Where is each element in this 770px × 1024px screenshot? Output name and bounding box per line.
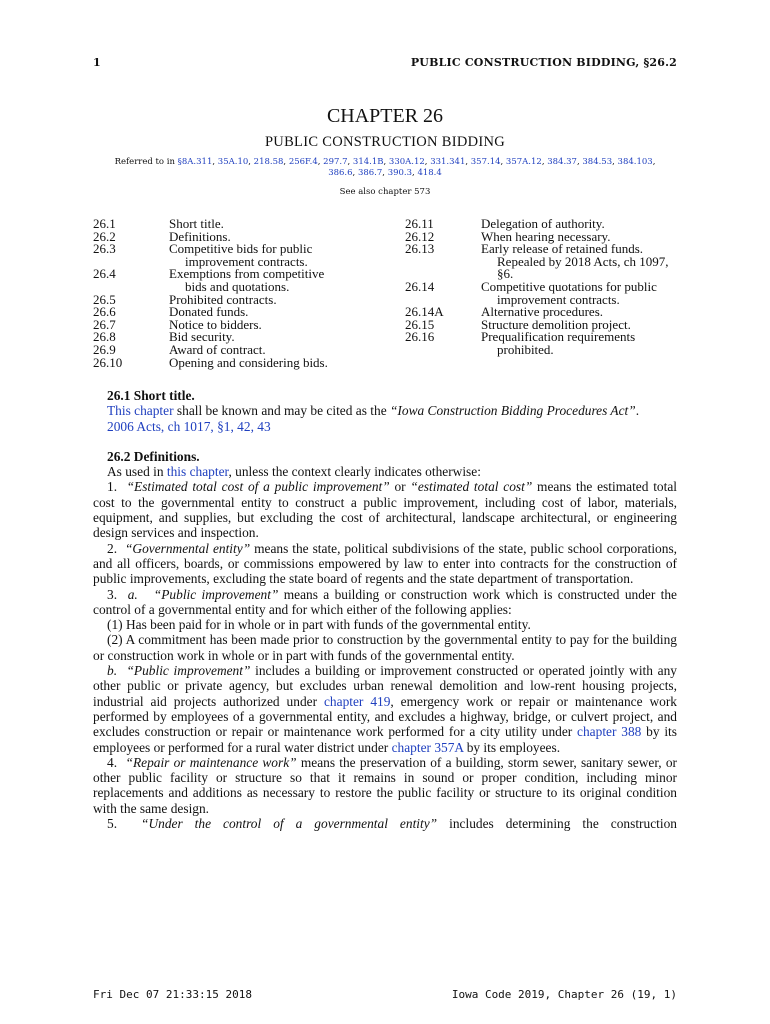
referred-link[interactable]: 390.3 [387,168,413,178]
toc-section-title: Bid security. [169,329,235,345]
this-chapter-link-2[interactable]: this chapter [166,464,229,480]
referred-link[interactable]: 297.7 [323,157,348,167]
toc-section-title: Award of contract. [169,341,266,357]
toc-section-number: 26.14 [405,278,435,294]
referred-link[interactable]: 386.6 [328,168,353,178]
section-26-1-text: This chapter shall be known and may be cited as the “Iowa Construction Bidding Procedures Act”. [107,403,640,419]
referred-links: §8A.311, 35A.10, 218.58, 256F.4, 297.7, 314.1B, 330A.12, 331.341, 357.14, 357A.12, 384.37, 384.53, 384.103, 386.6, 386.7, 390.3, 418.4 [177,157,656,178]
toc-section-title: Alternative procedures. [481,304,604,320]
definition-3a: 3. a. “Public improvement” means a building or construction work which is constructed under the control of a governmental entity and for which either of the following applies: [93,586,678,617]
referred-prefix: Referred to in [114,157,178,167]
toc-section-title: Short title. [169,216,224,231]
chapter-body [93,388,677,831]
history-link-26-1[interactable]: 2006 Acts, ch 1017, §1, 42, 43 [107,418,271,434]
toc-section-title: Structure demolition project. [481,316,631,332]
definition-2: 2. “Governmental entity” means the state, political subdivisions of the state, public school corporations, and all officers, boards, or commissions empowered by law to enter into contracts for the construction of public improvements, excluding the state board of regents and the state department of transportation. [93,540,677,587]
toc-section-title: Competitive quotations for public [481,278,657,294]
definition-3b: b. “Public improvement” includes a building or improvement constructed or operated jointly with any other public or private agency, but excludes urban renewal demolition and low-rent housing projects, industrial aid projects authorized under chapter 419, emergency work or repair or maintenance work performed by employees of a governmental entity, and excludes a highway, bridge, or culvert project, and excludes construction or repair or maintenance work performed for a city utility under chapter 388 by its employees or performed for a rural water district under chapter 357A by its employees. [93,663,677,755]
toc-right-column [405,218,685,357]
definitions-intro: As used in this chapter, unless the context clearly indicates otherwise: [107,464,481,480]
referred-link[interactable]: 386.7 [357,168,383,178]
toc-section-title: Donated funds. [169,304,249,320]
definition-5: 5. “Under the control of a governmental entity” includes determining the construction [107,816,677,832]
toc-section-number: 26.10 [93,354,123,370]
toc-section-title: Competitive bids for public [169,241,313,257]
toc-section-title-cont: prohibited. [497,341,554,357]
chapter-title: CHAPTER 26 [326,105,444,127]
toc-section-title: Opening and considering bids. [169,354,328,370]
page-number: 1 [93,56,101,69]
toc-section-number: 26.7 [93,316,116,332]
definition-1: 1. “Estimated total cost of a public improvement” or “estimated total cost” means the estimated total cost to the governmental entity to construct a public improvement, including cost of labor, materials, equipment, and supplies, but excluding the cost of architectural, landscape architectural, or engineering design services and inspection. [93,479,677,541]
toc-section-number: 26.3 [93,241,116,257]
toc-section-number: 26.16 [405,329,435,345]
referred-link[interactable]: 314.1B [352,157,384,167]
toc-entry[interactable] [405,331,685,356]
chapter-357a-link[interactable]: chapter 357A [391,739,464,755]
toc-entry[interactable] [405,278,685,307]
toc-section-title-cont: Repealed by 2018 Acts, ch 1097, §6. [497,253,669,282]
toc-section-title: Prohibited contracts. [169,291,277,307]
toc-entry[interactable] [405,243,685,281]
section-heading-26-1: 26.1 Short title. [107,388,195,403]
toc-section-title-cont: improvement contracts. [497,291,620,307]
toc-section-title-cont: bids and quotations. [185,278,290,294]
referred-link[interactable]: 384.103 [617,157,653,167]
referred-link[interactable]: §8A.311 [177,157,213,167]
referred-link[interactable]: 35A.10 [217,157,249,167]
footer-timestamp: Fri Dec 07 21:33:15 2018 [93,988,252,1001]
referred-link[interactable]: 331.341 [430,157,466,167]
toc-entry[interactable] [93,268,383,293]
toc-entry[interactable] [93,243,383,268]
chapter-388-link[interactable]: chapter 388 [577,724,642,740]
toc-section-number: 26.15 [405,316,435,332]
see-also-note: See also chapter 573 [339,187,431,197]
footer-page-ref: Iowa Code 2019, Chapter 26 (19, 1) [451,988,677,1001]
referred-link[interactable]: 384.37 [547,157,577,167]
referred-link[interactable]: 418.4 [417,168,442,178]
toc-section-number: 26.9 [93,341,116,357]
toc-section-title: Prequalification requirements [481,329,636,345]
chapter-subtitle: PUBLIC CONSTRUCTION BIDDING [264,134,506,150]
toc-entry[interactable] [93,218,383,231]
referred-link[interactable]: 357.14 [470,157,501,167]
toc-section-title: Exemptions from competitive [169,266,325,282]
toc-section-number: 26.12 [405,228,435,244]
referred-link[interactable]: 384.53 [582,157,613,167]
toc-section-number: 26.4 [93,266,116,282]
toc-section-title: When hearing necessary. [481,228,611,244]
referred-to-line [100,157,670,179]
chapter-419-link[interactable]: chapter 419 [323,693,391,709]
toc-section-title: Definitions. [169,228,231,244]
section-heading-26-2: 26.2 Definitions. [107,448,200,464]
toc-section-title: Delegation of authority. [481,216,605,231]
toc-section-number: 26.2 [93,228,116,244]
referred-link[interactable]: 256F.4 [288,157,318,167]
toc-entry[interactable] [93,316,383,332]
definition-3a-1: (1) Has been paid for in whole or in part with funds of the governmental entity. [107,617,531,633]
toc-section-title: Notice to bidders. [169,316,262,332]
definition-3a-2: (2) A commitment has been made prior to construction by the governmental entity to pay for the building or construction work in whole or in part with funds of the governmental entity. [93,632,677,663]
toc-section-title: Early release of retained funds. [481,241,644,257]
toc-section-title-cont: improvement contracts. [185,253,308,269]
toc-section-number: 26.8 [93,329,116,345]
referred-link[interactable]: 357A.12 [505,157,542,167]
toc-section-number: 26.5 [93,291,116,307]
toc-entry[interactable] [93,354,383,370]
toc-section-number: 26.1 [93,216,116,231]
referred-link[interactable]: 218.58 [253,157,284,167]
toc-section-number: 26.6 [93,304,116,320]
act-citation: “Iowa Construction Bidding Procedures Act” [389,403,636,419]
toc-section-number: 26.13 [405,241,435,257]
definition-4: 4. “Repair or maintenance work” means the preservation of a building, storm sewer, sanitary sewer, or other public facility or structure so that it remains in sound or proper condition, including minor replacements and additions as necessary to restore the public facility or structure to its original condition with the same design. [93,754,677,816]
this-chapter-link[interactable]: This chapter [107,403,174,419]
toc-section-number: 26.11 [405,216,434,231]
toc-section-number: 26.14A [405,304,444,320]
referred-link[interactable]: 330A.12 [388,157,425,167]
running-title: PUBLIC CONSTRUCTION BIDDING, §26.2 [410,56,677,69]
toc-left-column [93,218,383,369]
